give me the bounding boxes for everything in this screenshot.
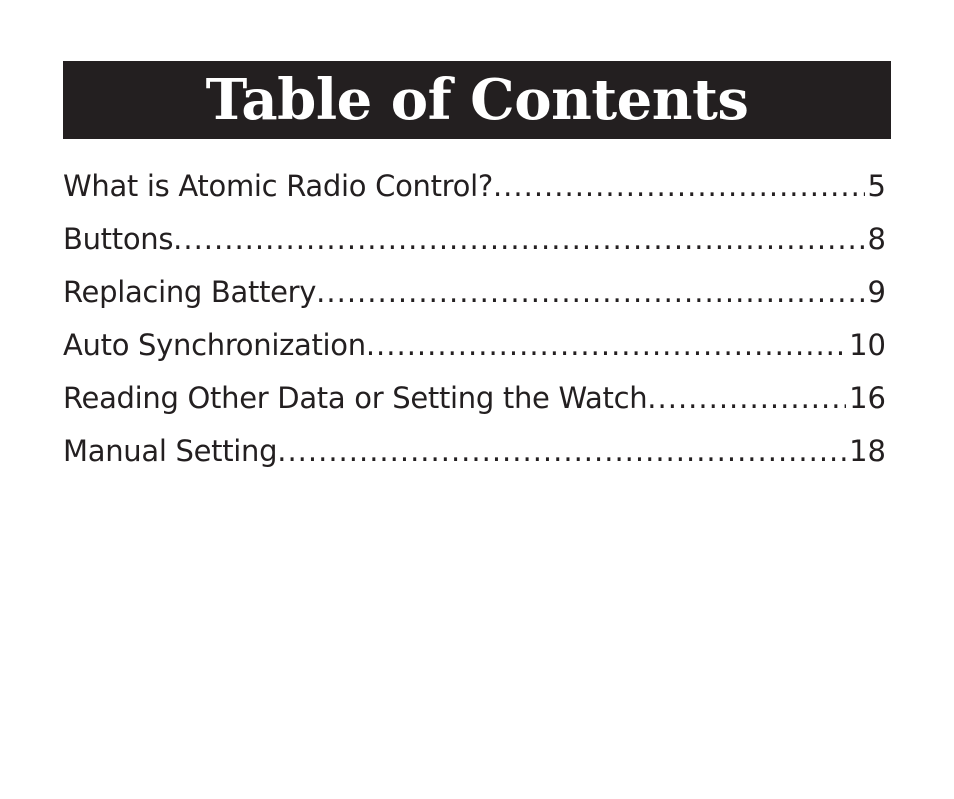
- toc-entry-label: Auto Synchronization: [63, 328, 366, 362]
- toc-entry-replacing-battery[interactable]: [63, 266, 886, 319]
- toc-entry-label: Replacing Battery: [63, 275, 317, 309]
- toc-page-number: 8: [867, 222, 886, 256]
- toc-entry-manual-setting[interactable]: [63, 425, 886, 478]
- toc-page-number: 9: [867, 275, 886, 309]
- toc-page-number: 18: [849, 434, 886, 468]
- title-banner: [63, 61, 891, 139]
- toc-entry-reading-other-data[interactable]: [63, 372, 886, 425]
- toc-page-number: 10: [849, 328, 886, 362]
- dot-leader: [173, 213, 864, 266]
- toc-entry-label: Reading Other Data or Setting the Watch: [63, 381, 648, 415]
- dot-leader: [647, 372, 846, 425]
- toc-entry-label: Manual Setting: [63, 434, 278, 468]
- table-of-contents: [63, 160, 886, 478]
- dot-leader: [277, 425, 846, 478]
- page-title: Table of Contents: [205, 67, 749, 133]
- toc-page-number: 16: [849, 381, 886, 415]
- toc-entry-buttons[interactable]: [63, 213, 886, 266]
- dot-leader: [316, 266, 864, 319]
- dot-leader: [366, 319, 846, 372]
- dot-leader: [493, 160, 865, 213]
- toc-entry-auto-synchronization[interactable]: [63, 319, 886, 372]
- toc-page-number: 5: [867, 169, 886, 203]
- toc-entry-what-is-atomic-radio-control[interactable]: [63, 160, 886, 213]
- toc-entry-label: What is Atomic Radio Control?: [63, 169, 493, 203]
- toc-entry-label: Buttons: [63, 222, 174, 256]
